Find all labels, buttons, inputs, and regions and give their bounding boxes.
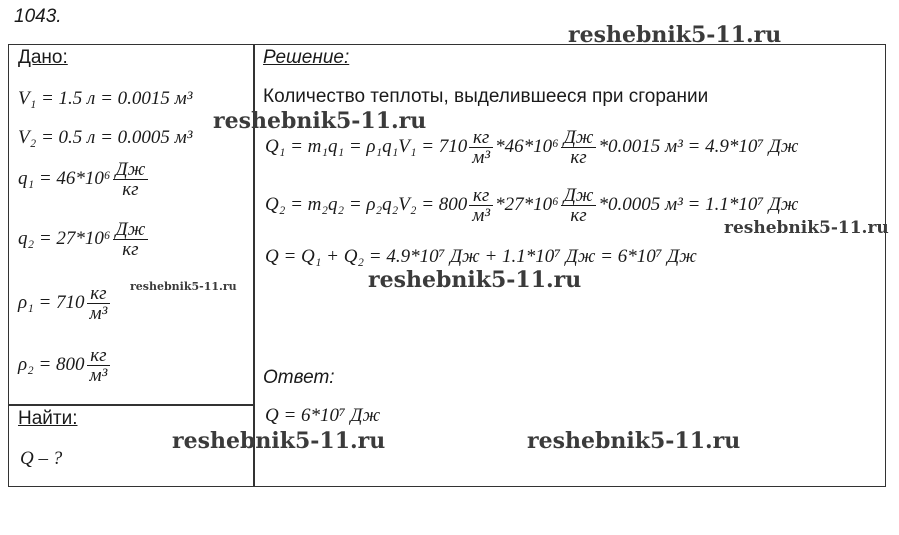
given-header: Дано: bbox=[18, 47, 68, 68]
watermark: reshebnik5-11.ru bbox=[568, 22, 782, 48]
find-value: Q – ? bbox=[20, 448, 63, 469]
given-q1-den: кг bbox=[122, 179, 139, 200]
watermark: reshebnik5-11.ru bbox=[213, 108, 427, 134]
given-q2-num: Дж bbox=[113, 220, 149, 240]
problem-number: 1043. bbox=[14, 6, 62, 27]
eq2-f2-den: кг bbox=[570, 205, 587, 226]
eq2-fraction-density bbox=[469, 186, 493, 225]
eq2-fraction-heat bbox=[561, 186, 597, 225]
eq1-part-c: *0.0015 м³ = 4.9*10⁷ Дж bbox=[598, 135, 799, 157]
watermark: reshebnik5-11.ru bbox=[724, 218, 889, 238]
given-q2-den: кг bbox=[122, 239, 139, 260]
solution-intro: Количество теплоты, выделившееся при сгорании bbox=[263, 86, 709, 107]
given-rho2-den: м³ bbox=[89, 365, 108, 386]
eq1-f1-den: м³ bbox=[472, 147, 491, 168]
eq1-fraction-density bbox=[469, 128, 493, 167]
given-rho1-num: кг bbox=[87, 284, 111, 304]
eq2-part-a: Q₂ = m₂q₂ = ρ₂q₂V₂ = 800 bbox=[265, 193, 468, 215]
equation-total: Q = Q₁ + Q₂ = 4.9*10⁷ Дж + 1.1*10⁷ Дж = 6*10⁷ Дж bbox=[265, 246, 697, 267]
eq2-f2-num: Дж bbox=[561, 186, 597, 206]
given-rho2-fraction bbox=[87, 346, 111, 385]
answer-header: Ответ: bbox=[263, 367, 335, 388]
eq1-f2-den: кг bbox=[570, 147, 587, 168]
given-rho1-den: м³ bbox=[89, 303, 108, 324]
given-q2 bbox=[18, 220, 150, 259]
eq2-f1-num: кг bbox=[469, 186, 493, 206]
given-rho2-lhs: ρ₂ = 800 bbox=[18, 353, 85, 375]
given-v1: V₁ = 1.5 л = 0.0015 м³ bbox=[18, 88, 193, 109]
given-q1-num: Дж bbox=[113, 160, 149, 180]
given-rho2 bbox=[18, 346, 112, 385]
eq2-f1-den: м³ bbox=[472, 205, 491, 226]
watermark: reshebnik5-11.ru bbox=[527, 428, 741, 454]
eq1-f2-num: Дж bbox=[561, 128, 597, 148]
solution-header: Решение: bbox=[263, 47, 350, 68]
answer-value: Q = 6*10⁷ Дж bbox=[265, 405, 381, 426]
find-header: Найти: bbox=[18, 408, 78, 429]
given-rho1-fraction bbox=[87, 284, 111, 323]
equation-q2 bbox=[265, 186, 798, 225]
given-q2-fraction bbox=[113, 220, 149, 259]
eq1-f1-num: кг bbox=[469, 128, 493, 148]
eq2-part-b: *27*10⁶ bbox=[495, 193, 559, 215]
watermark: reshebnik5-11.ru bbox=[368, 267, 582, 293]
given-rho2-num: кг bbox=[87, 346, 111, 366]
given-rho1-lhs: ρ₁ = 710 bbox=[18, 291, 85, 313]
eq1-fraction-heat bbox=[561, 128, 597, 167]
given-q1-lhs: q₁ = 46*10⁶ bbox=[18, 167, 111, 189]
given-v2: V₂ = 0.5 л = 0.0005 м³ bbox=[18, 127, 193, 148]
given-q2-lhs: q₂ = 27*10⁶ bbox=[18, 227, 111, 249]
watermark: reshebnik5-11.ru bbox=[130, 280, 237, 293]
given-rho1 bbox=[18, 284, 112, 323]
eq1-part-a: Q₁ = m₁q₁ = ρ₁q₁V₁ = 710 bbox=[265, 135, 468, 157]
eq2-part-c: *0.0005 м³ = 1.1*10⁷ Дж bbox=[598, 193, 799, 215]
given-q1 bbox=[18, 160, 150, 199]
given-q1-fraction bbox=[113, 160, 149, 199]
watermark: reshebnik5-11.ru bbox=[172, 428, 386, 454]
eq1-part-b: *46*10⁶ bbox=[495, 135, 559, 157]
